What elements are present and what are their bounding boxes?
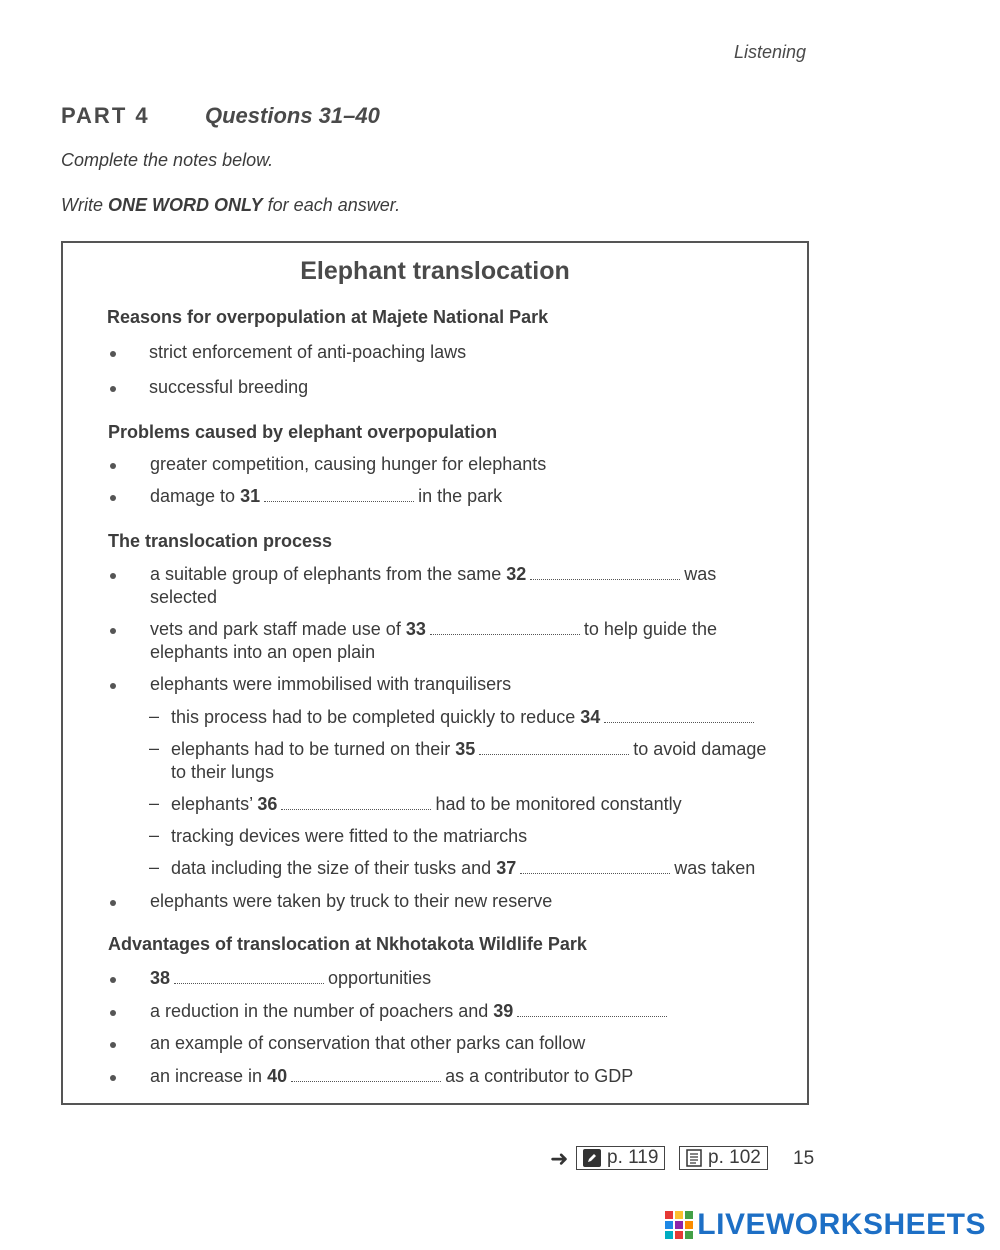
bullet-icon — [110, 977, 116, 983]
gap-item-40: an increase in 40 as a contributor to GDP — [150, 1066, 634, 1086]
answer-gap-32[interactable] — [530, 567, 680, 580]
instruction-complete: Complete the notes below. — [61, 150, 274, 170]
heading-problems: Problems caused by elephant overpopulation — [108, 422, 498, 442]
arrow-right-icon: ➜ — [550, 1146, 569, 1171]
answer-gap-40[interactable] — [291, 1069, 441, 1082]
answer-gap-31[interactable] — [264, 489, 414, 502]
list-item: greater competition, causing hunger for elephants — [150, 454, 547, 474]
dash-icon: – — [149, 738, 160, 758]
bullet-icon — [110, 386, 116, 392]
answer-key-ref[interactable] — [576, 1146, 665, 1170]
bullet-icon — [110, 351, 116, 357]
bullet-icon — [110, 573, 116, 579]
section-label: Listening — [734, 42, 807, 62]
bullet-icon — [110, 628, 116, 634]
gap-item-31: damage to 31 in the park — [150, 486, 503, 506]
gap-item-33-cont: elephants into an open plain — [150, 642, 376, 662]
instruction-word-limit: Write ONE WORD ONLY for each answer. — [61, 195, 401, 215]
gap-item-38: 38 opportunities — [150, 968, 432, 988]
heading-advantages: Advantages of translocation at Nkhotakota Wildlife Park — [108, 934, 587, 954]
list-item: successful breeding — [149, 377, 309, 397]
gap-item-35-cont: to their lungs — [171, 762, 275, 782]
answer-gap-39[interactable] — [517, 1004, 667, 1017]
bullet-icon — [110, 683, 116, 689]
part-label: PART 4 — [61, 103, 150, 128]
ref-page-2: p. 102 — [708, 1147, 761, 1168]
list-item: an example of conservation that other parks can follow — [150, 1033, 586, 1053]
transcript-ref[interactable] — [679, 1146, 768, 1170]
heading-reasons: Reasons for overpopulation at Majete National Park — [107, 307, 549, 327]
notes-box — [61, 241, 809, 1105]
answer-gap-36[interactable] — [281, 797, 431, 810]
list-item: elephants were taken by truck to their new reserve — [150, 891, 553, 911]
answer-gap-34[interactable] — [604, 710, 754, 723]
logo-text: LIVEWORKSHEETS — [697, 1208, 986, 1241]
bullet-icon — [110, 495, 116, 501]
gap-item-32-cont: selected — [150, 587, 218, 607]
heading-process: The translocation process — [108, 531, 333, 551]
liveworksheets-logo[interactable] — [665, 1208, 986, 1242]
gap-item-39: a reduction in the number of poachers and 39 — [150, 1000, 671, 1023]
dash-icon: – — [149, 793, 160, 813]
bullet-icon — [110, 1010, 116, 1016]
edit-icon — [583, 1149, 601, 1167]
questions-range: Questions 31–40 — [205, 103, 380, 128]
list-item: strict enforcement of anti-poaching laws — [149, 342, 467, 362]
bullet-icon — [110, 463, 116, 469]
bullet-icon — [110, 900, 116, 906]
ref-page-1: p. 119 — [607, 1147, 659, 1168]
gap-item-35: elephants had to be turned on their 35 to avoid damage — [171, 739, 767, 759]
bullet-icon — [110, 1042, 116, 1048]
gap-item-33: vets and park staff made use of 33 to help guide the — [150, 619, 717, 639]
document-icon — [686, 1149, 702, 1167]
gap-item-34: this process had to be completed quickly to reduce 34 — [171, 706, 758, 729]
gap-item-37: data including the size of their tusks and 37 was taken — [171, 858, 756, 878]
answer-gap-35[interactable] — [479, 742, 629, 755]
notes-title: Elephant translocation — [300, 257, 570, 285]
answer-gap-33[interactable] — [430, 622, 580, 635]
list-item: elephants were immobilised with tranquilisers — [150, 674, 512, 694]
answer-gap-37[interactable] — [520, 861, 670, 874]
bullet-icon — [110, 1075, 116, 1081]
logo-mark-icon — [665, 1211, 693, 1239]
answer-gap-38[interactable] — [174, 971, 324, 984]
dash-icon: – — [149, 706, 160, 726]
list-item: tracking devices were fitted to the matriarchs — [171, 826, 528, 846]
dash-icon: – — [149, 857, 160, 877]
page-number: 15 — [793, 1148, 815, 1169]
dash-icon: – — [149, 825, 160, 845]
gap-item-32: a suitable group of elephants from the same 32 was — [150, 564, 717, 584]
gap-item-36: elephants’ 36 had to be monitored constantly — [171, 794, 682, 814]
